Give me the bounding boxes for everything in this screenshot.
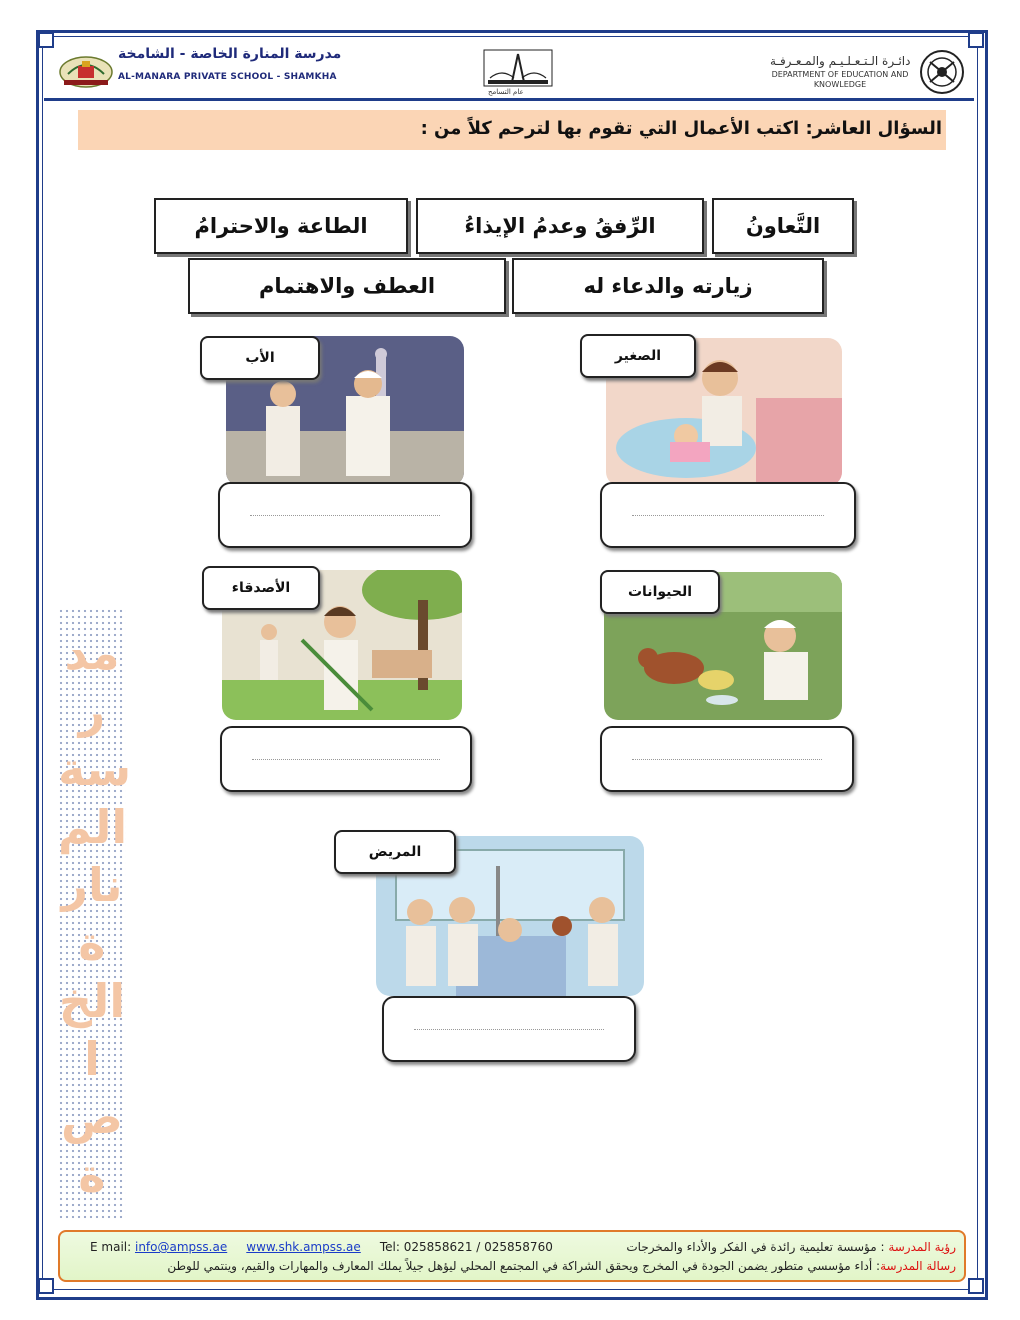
answer-box-young[interactable] xyxy=(600,482,856,548)
word-bank-item: التَّعاونُ xyxy=(712,198,854,254)
question-text: السؤال العاشر: اكتب الأعمال التي تقوم بها لترحم كلاً من : xyxy=(420,118,942,139)
answer-box-father[interactable] xyxy=(218,482,472,548)
word-bank-item: زيارته والدعاء له xyxy=(512,258,824,314)
card-label-father: الأب xyxy=(200,336,320,380)
vision-label: رؤية المدرسة xyxy=(888,1240,956,1254)
footer-vision xyxy=(626,1240,956,1254)
watermark-char: الم xyxy=(58,800,128,854)
dept-name-ar: دائـرة الـتـعـلـيـم والمـعـرفـة xyxy=(770,54,911,68)
card-label-animals: الحيوانات xyxy=(600,570,720,614)
school-logo xyxy=(58,52,114,88)
watermark-char: ة xyxy=(78,916,106,970)
word-bank-item: الرِّفقُ وعدمُ الإيذاءُ xyxy=(416,198,704,254)
footer-contact xyxy=(90,1240,553,1254)
word-bank-item: الطاعة والاحترامُ xyxy=(154,198,408,254)
footer-panel xyxy=(58,1230,966,1282)
watermark-char: ر xyxy=(78,684,106,738)
phone-numbers: Tel: 025858621 / 025858760 xyxy=(379,1240,553,1254)
school-name-ar: مدرسة المنارة الخاصة - الشامخة xyxy=(118,46,342,62)
header-divider xyxy=(44,98,974,101)
card-label-young: الصغير xyxy=(580,334,696,378)
word-bank-item: العطف والاهتمام xyxy=(188,258,506,314)
corner-ornament xyxy=(968,32,984,48)
corner-ornament xyxy=(968,1278,984,1294)
corner-ornament xyxy=(38,32,54,48)
watermark-char: ا xyxy=(84,1032,100,1086)
watermark-panel xyxy=(58,608,132,1220)
watermark-char: نار xyxy=(61,858,123,912)
email-link[interactable]: info@ampss.ae xyxy=(134,1240,228,1254)
website-link[interactable]: www.shk.ampss.ae xyxy=(246,1240,361,1254)
answer-box-animals[interactable] xyxy=(600,726,854,792)
footer-mission xyxy=(167,1259,956,1273)
vision-text: : مؤسسة تعليمية رائدة في الفكر والأداء والمخرجات xyxy=(626,1240,889,1254)
dept-name-en: DEPARTMENT OF EDUCATION AND KNOWLEDGE xyxy=(771,70,909,89)
card-label-friends: الأصدقاء xyxy=(202,566,320,610)
school-name-en: AL-MANARA PRIVATE SCHOOL - SHAMKHA xyxy=(118,72,337,82)
card-label-patient: المريض xyxy=(334,830,456,874)
mission-text: : أداء مؤسسي متطور يضمن الجودة في المخرج ويحقق الشراكة في المجتمع المحلي ليؤهل جيلاً يملك المعارف والمهارات والقيم، وينتمي للوطن xyxy=(167,1259,881,1273)
watermark-char: ص xyxy=(61,1090,123,1144)
answer-box-patient[interactable] xyxy=(382,996,636,1062)
abu-dhabi-emblem xyxy=(918,48,966,96)
answer-box-friends[interactable] xyxy=(220,726,472,792)
mission-label: رسالة المدرسة xyxy=(880,1259,956,1273)
corner-ornament xyxy=(38,1278,54,1294)
watermark-char: ة xyxy=(78,1148,106,1202)
watermark-char: مد xyxy=(64,626,120,680)
email-label: E mail: xyxy=(90,1240,132,1254)
tolerance-year-label: عام التسامح xyxy=(488,88,524,96)
watermark-char: الخ xyxy=(58,974,126,1028)
watermark-char: سة xyxy=(58,742,132,796)
